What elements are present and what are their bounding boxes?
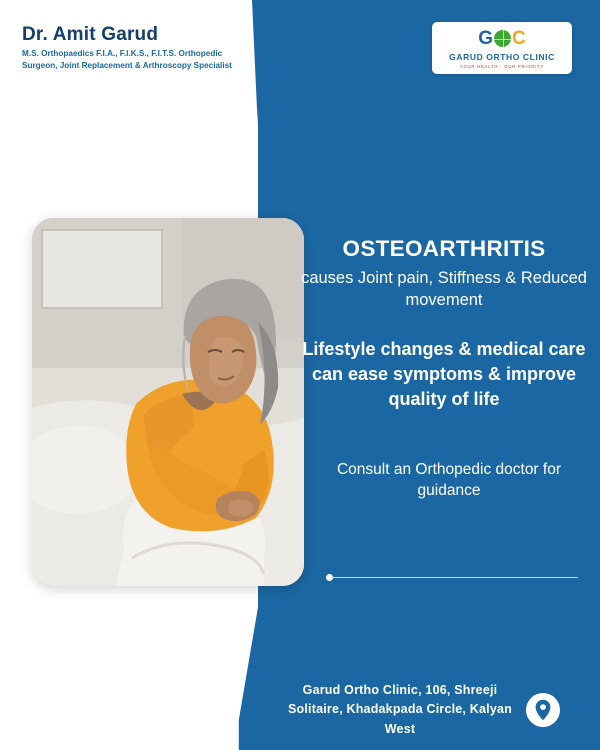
logo-mark [478,28,526,50]
headline: OSTEOARTHRITIS [342,236,546,261]
footer [258,670,600,750]
map-pin-icon [526,693,560,727]
logo-clinic-name: GARUD ORTHO CLINIC [449,51,555,62]
doctor-qualifications: M.S. Orthopaedics F.I.A., F.I.K.S., F.I.T.S. Orthopedic Surgeon, Joint Replacement & Arthroscopy Specialist [22,49,232,71]
clinic-logo [432,22,572,74]
divider-line [333,577,578,578]
divider-dot [326,574,333,581]
patient-photo [32,218,304,586]
message-block [300,236,588,502]
logo-tagline: YOUR HEALTH · OUR PRIORITY [459,63,545,69]
advice-message: Lifestyle changes & medical care can ease symptoms & improve quality of life [302,339,586,410]
consult-message: Consult an Orthopedic doctor for guidance [336,460,561,499]
logo-letter-c: C [512,28,526,49]
logo-letter-g: G [478,28,494,49]
subhead: causes Joint pain, Stiffness & Reduced movement [301,268,587,309]
globe-icon [494,30,511,47]
divider [326,574,578,581]
clinic-address: Garud Ortho Clinic, 106, Shreeji Solitaire, Khadakpada Circle, Kalyan West [288,682,512,736]
page-title: Dr. Amit Garud [22,24,159,45]
